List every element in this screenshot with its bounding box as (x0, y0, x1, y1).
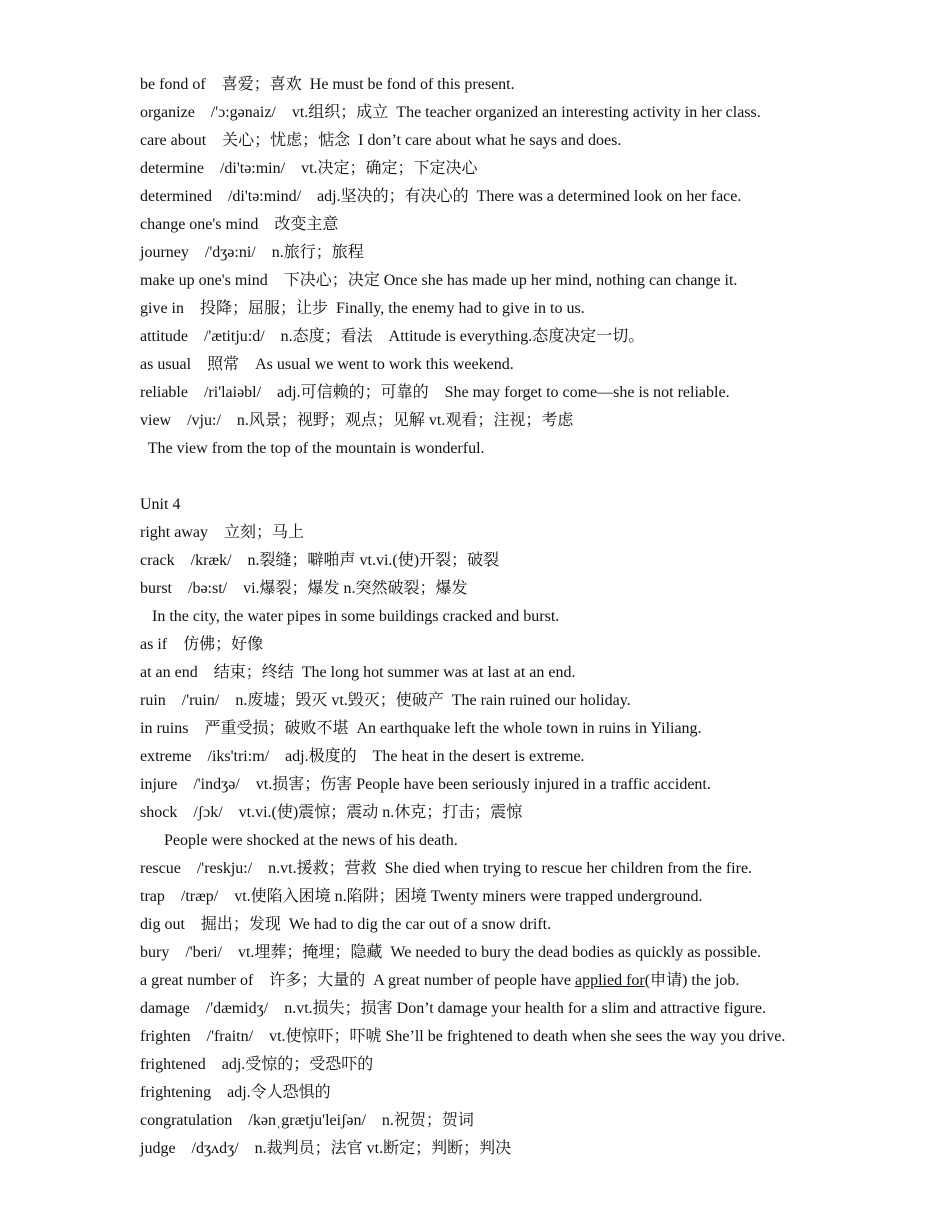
vocab-line-give-in: give in 投降；屈服；让步 Finally, the enemy had to give in to us. (140, 300, 585, 317)
vocab-line-frighten: frighten /'fraitn/ vt.使惊吓；吓唬 She’ll be frightened to death when she sees the way you drive. (140, 1028, 786, 1045)
vocab-line-care-about: care about 关心；忧虑；惦念 I don’t care about what he says and does. (140, 132, 622, 149)
vocab-line-congratulation: congratulation /kənˌgrætju'leiʃən/ n.祝贺；贺词 (140, 1112, 474, 1129)
vocab-line-injure: injure /'indʒə/ vt.损害；伤害 People have been seriously injured in a traffic accident. (140, 776, 711, 793)
vocab-line-bury: bury /'beri/ vt.埋葬；掩埋；隐藏 We needed to bury the dead bodies as quickly as possible. (140, 944, 762, 961)
vocab-example-crack-burst: In the city, the water pipes in some buildings cracked and burst. (140, 608, 560, 625)
vocab-line-view: view /vju:/ n.风景；视野；观点；见解 vt.观看；注视；考虑 (140, 412, 574, 429)
vocab-line-journey: journey /'dʒə:ni/ n.旅行；旅程 (140, 244, 364, 261)
vocab-line-attitude: attitude /'ætitju:d/ n.态度；看法 Attitude is everything.态度决定一切。 (140, 328, 645, 345)
vocab-line-damage: damage /'dæmidʒ/ n.vt.损失；损害 Don’t damage your health for a slim and attractive figure. (140, 1000, 766, 1017)
vocab-line-burst: burst /bə:st/ vi.爆裂；爆发 n.突然破裂；爆发 (140, 580, 468, 597)
great-number-text: a great number of 许多；大量的 A great number of people have (140, 972, 575, 989)
document-page (140, 71, 920, 1163)
unit-heading: Unit 4 (140, 496, 181, 513)
vocab-line-reliable: reliable /ri'laiəbl/ adj.可信赖的；可靠的 She may forget to come—she is not reliable. (140, 384, 730, 401)
vocab-line-frightened: frightened adj.受惊的；受恐吓的 (140, 1056, 374, 1073)
vocab-line-make-up-ones-mind: make up one's mind 下决心；决定 Once she has made up her mind, nothing can change it. (140, 272, 738, 289)
vocab-line-as-usual: as usual 照常 As usual we went to work this weekend. (140, 356, 514, 373)
vocab-line-crack: crack /kræk/ n.裂缝；噼啪声 vt.vi.(使)开裂；破裂 (140, 552, 500, 569)
underlined-phrase: applied for (575, 972, 645, 989)
vocab-example-view: The view from the top of the mountain is wonderful. (140, 440, 485, 457)
vocab-line-judge: judge /dʒʌdʒ/ n.裁判员；法官 vt.断定；判断；判决 (140, 1140, 512, 1157)
great-number-text-end: (申请) the job. (644, 972, 740, 989)
vocab-line-shock: shock /ʃɔk/ vt.vi.(使)震惊；震动 n.休克；打击；震惊 (140, 804, 523, 821)
vocab-line-organize: organize /'ɔ:gənaiz/ vt.组织；成立 The teacher organized an interesting activity in her class. (140, 104, 761, 121)
vocab-example-shock: People were shocked at the news of his death. (140, 832, 458, 849)
vocab-line-in-ruins: in ruins 严重受损；破败不堪 An earthquake left the whole town in ruins in Yiliang. (140, 720, 702, 737)
blank-line (140, 463, 920, 491)
vocab-line-dig-out: dig out 掘出；发现 We had to dig the car out of a snow drift. (140, 916, 552, 933)
vocab-line-determined: determined /di'tə:mind/ adj.坚决的；有决心的 There was a determined look on her face. (140, 188, 742, 205)
vocab-line-ruin: ruin /'ruin/ n.废墟；毁灭 vt.毁灭；使破产 The rain ruined our holiday. (140, 692, 631, 709)
vocab-line-frightening: frightening adj.令人恐惧的 (140, 1084, 331, 1101)
vocab-line-right-away: right away 立刻；马上 (140, 524, 304, 541)
vocab-line-a-great-number-of (140, 967, 920, 995)
vocab-line-rescue: rescue /'reskju:/ n.vt.援救；营救 She died when trying to rescue her children from the fire. (140, 860, 753, 877)
vocab-line-extreme: extreme /iks'tri:m/ adj.极度的 The heat in the desert is extreme. (140, 748, 585, 765)
vocab-line-at-an-end: at an end 结束；终结 The long hot summer was at last at an end. (140, 664, 576, 681)
vocab-line-trap: trap /træp/ vt.使陷入困境 n.陷阱；困境 Twenty miners were trapped underground. (140, 888, 703, 905)
vocab-line-as-if: as if 仿佛；好像 (140, 636, 264, 653)
vocab-line-be-fond-of: be fond of 喜爱；喜欢 He must be fond of this present. (140, 76, 515, 93)
vocab-line-determine: determine /di'tə:min/ vt.决定；确定；下定决心 (140, 160, 478, 177)
vocab-line-change-ones-mind: change one's mind 改变主意 (140, 216, 339, 233)
